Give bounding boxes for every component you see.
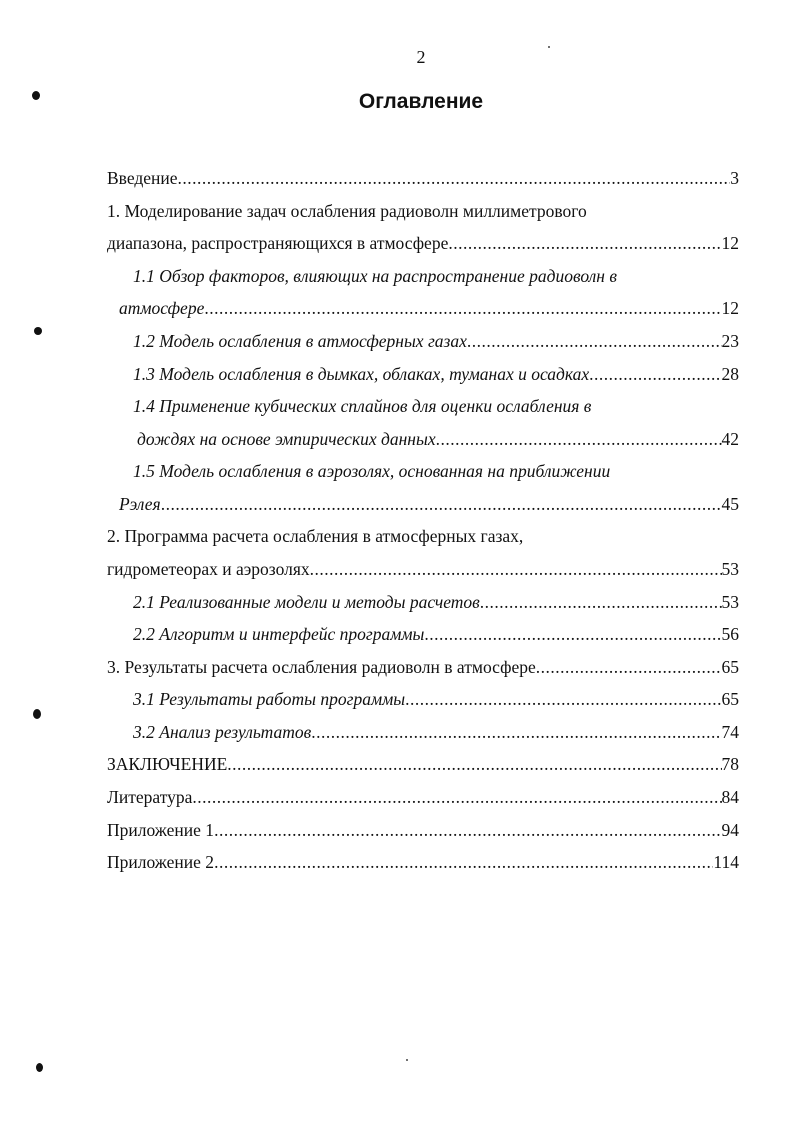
- toc-entry-chapter-1-cont[interactable]: диапазона, распространяющихся в атмосфере ..... 12: [107, 231, 739, 255]
- toc-entry-section-3-2[interactable]: 3.2 Анализ результатов ..... 74: [133, 720, 739, 744]
- toc-entry-appendix-1[interactable]: Приложение 1 ..... 94: [107, 818, 739, 842]
- toc-entry-section-1-2[interactable]: 1.2 Модель ослабления в атмосферных газах ..... 23: [133, 329, 739, 353]
- toc-entry-section-1-1[interactable]: 1.1 Обзор факторов, влияющих на распространение радиоволн в: [133, 266, 617, 286]
- toc-entry-section-1-1-cont[interactable]: атмосфере ..... 12: [119, 296, 739, 320]
- toc-entry-chapter-1[interactable]: 1. Моделирование задач ослабления радиоволн миллиметрового: [107, 201, 587, 221]
- toc-entry-introduction[interactable]: Введение ..... 3: [107, 166, 739, 190]
- scan-speck: [406, 1059, 408, 1061]
- toc-entry-references[interactable]: Литература ..... 84: [107, 785, 739, 809]
- punch-hole-mark: [36, 1063, 43, 1072]
- toc-entry-section-2-2[interactable]: 2.2 Алгоритм и интерфейс программы ..... 56: [133, 622, 739, 646]
- toc-entry-section-1-5-cont[interactable]: Рэлея ..... 45: [119, 492, 739, 516]
- page-number: 2: [416, 47, 426, 67]
- toc-entry-section-1-4-cont[interactable]: дождях на основе эмпирических данных ..... 42: [137, 427, 739, 451]
- toc-entry-appendix-2[interactable]: Приложение 2 ..... 114: [107, 850, 739, 874]
- toc-entry-section-1-3[interactable]: 1.3 Модель ослабления в дымках, облаках, туманах и осадках ..... 28: [133, 362, 739, 386]
- toc-entry-chapter-2-cont[interactable]: гидрометеорах и аэрозолях ..... 53: [107, 557, 739, 581]
- punch-hole-mark: [34, 327, 42, 335]
- toc-entry-conclusion[interactable]: ЗАКЛЮЧЕНИЕ ..... 78: [107, 752, 739, 776]
- toc-entry-section-1-5[interactable]: 1.5 Модель ослабления в аэрозолях, основанная на приближении: [133, 461, 611, 481]
- toc-entry-section-2-1[interactable]: 2.1 Реализованные модели и методы расчетов ..... 53: [133, 590, 739, 614]
- toc-entry-chapter-2[interactable]: 2. Программа расчета ослабления в атмосферных газах,: [107, 526, 524, 546]
- punch-hole-mark: [33, 709, 41, 719]
- toc-entry-section-3-1[interactable]: 3.1 Результаты работы программы ..... 65: [133, 687, 739, 711]
- toc-entry-section-1-4[interactable]: 1.4 Применение кубических сплайнов для оценки ослабления в: [133, 396, 592, 416]
- page-title: Оглавление: [358, 90, 484, 113]
- toc-entry-chapter-3[interactable]: 3. Результаты расчета ослабления радиоволн в атмосфере ..... 65: [107, 655, 739, 679]
